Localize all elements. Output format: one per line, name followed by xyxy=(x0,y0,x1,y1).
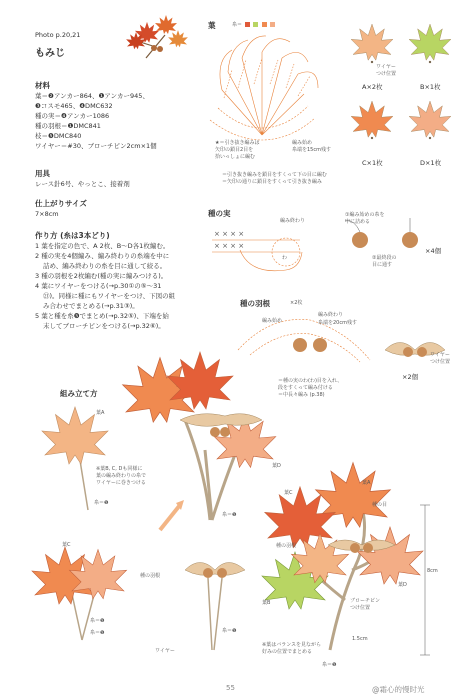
label-leaf-a-final: 葉A xyxy=(362,480,371,486)
method-step: ㉑)。同様に種にもワイヤーをつけ、下図の組 xyxy=(43,292,176,300)
pin-note xyxy=(350,598,380,612)
method-step: 末してブローチピンをつける(→p.32⑥)。 xyxy=(43,322,165,330)
variant-count: ×1枚 xyxy=(425,159,442,167)
label-leaf-a: 葉A xyxy=(96,410,105,416)
tools-text: レース針6号、やっとこ、接着剤 xyxy=(35,180,130,188)
leaf-note: ★＝引き抜き編みは xyxy=(215,140,260,146)
materials-line: 葉＝❷アンカー864、❶アンカー945、 xyxy=(35,92,149,100)
photo-ref xyxy=(35,30,80,40)
wing-end: 編み終わり xyxy=(318,312,344,318)
label-leaf-c: 葉C xyxy=(62,542,71,548)
thread-ref: 糸＝❺ xyxy=(222,628,237,634)
tools-heading: 用具 xyxy=(35,169,50,178)
wing-count: ×2枚 xyxy=(290,300,303,306)
leaf-wire-note xyxy=(376,64,396,78)
leaf-thread-ref xyxy=(232,22,276,29)
seed-chart-diagram xyxy=(212,230,302,271)
color-swatch xyxy=(270,22,275,27)
variant-count: ×2枚 xyxy=(366,83,383,91)
method-step: 2 種の実を4個編み、編み終わりの糸端を中に xyxy=(35,252,170,260)
finished-heading: 仕上がりサイズ xyxy=(35,199,87,208)
pin-label: ブローチピン xyxy=(350,598,381,604)
assembly-note2 xyxy=(262,642,321,656)
color-swatch xyxy=(253,22,258,27)
materials-line: 枝＝❺DMC840 xyxy=(35,132,82,140)
wire-pos: つけ位置 xyxy=(430,359,451,365)
leaf-start-label: 編み始め xyxy=(292,140,313,146)
tools-block xyxy=(35,168,130,189)
thread-ref: 糸＝❺ xyxy=(322,662,337,668)
method-step: 4 葉にワイヤーをつける(→p.30①の⑤〜31 xyxy=(35,282,162,290)
materials-block xyxy=(35,80,157,151)
variant-label-b xyxy=(420,82,441,92)
seed-end-label: 編み終わり xyxy=(280,218,306,224)
legend-item: ＝矢印の通りに鎖目をすくって引き抜き編み xyxy=(222,179,322,185)
variant-name: B xyxy=(420,83,425,91)
assembly-note: ※葉B, C, Dも同様に xyxy=(96,466,143,472)
wing-count2: ×2個 xyxy=(402,373,419,381)
method-heading: 作り方 (糸は3本どり) xyxy=(35,231,110,240)
variant-name: C xyxy=(362,159,367,167)
photo-label: Photo xyxy=(35,31,54,39)
materials-line: 種の羽根＝❶DMC841 xyxy=(35,122,101,130)
assembly-note: ※葉はバランスを見ながら xyxy=(262,642,322,648)
svg-text:× × × ×: × × × × xyxy=(214,242,245,250)
wire-label: ワイヤー xyxy=(430,352,450,358)
label-wire: ワイヤー xyxy=(155,648,175,654)
label-seed-eye: 種の目 xyxy=(372,502,388,508)
label-leaf-d: 葉D xyxy=(272,463,281,469)
page-number: 55 xyxy=(226,684,235,692)
watermark: @霜心的慢时光 xyxy=(372,685,425,694)
variant-name: D xyxy=(420,159,426,167)
variant-count: ×1枚 xyxy=(366,159,383,167)
assembly-note: 葉の編み終わりの糸で xyxy=(96,473,147,479)
variant-count: ×1枚 xyxy=(424,83,441,91)
pin-pos: つけ位置 xyxy=(350,605,371,611)
leaf-section-title: 葉 xyxy=(208,21,216,30)
svg-text:× × × ×: × × × × xyxy=(214,230,245,238)
photo-pages: p.20,21 xyxy=(55,31,81,39)
wing-note: ＝種の実のわ(わ)目を入れ、 xyxy=(278,378,343,384)
wing-note: 段をすくって編み付ける xyxy=(278,385,333,391)
assembly-note1 xyxy=(96,466,146,487)
thread-ref: 糸＝❺ xyxy=(94,500,109,506)
method-block xyxy=(35,230,175,331)
length-label: 8cm xyxy=(427,568,438,574)
leaf-legend xyxy=(222,172,327,186)
variant-label-d xyxy=(420,158,441,168)
assembly-note: ワイヤーに巻きつける xyxy=(96,480,146,486)
materials-line: ワイヤー＝#30、ブローチピン2cm×1個 xyxy=(35,142,157,150)
materials-line: 種の実＝❹アンカー1086 xyxy=(35,112,110,120)
seed-note: ①編み始めの糸を xyxy=(345,212,385,218)
leaf-notes xyxy=(215,140,259,161)
wire-label: ワイヤー xyxy=(376,64,396,70)
assembly-step2 xyxy=(32,547,127,640)
label-leaf-c-final: 葉C xyxy=(284,490,293,496)
assembly-title: 組み立て方 xyxy=(60,389,98,398)
seed-note: 中に詰める xyxy=(345,219,371,225)
label-leaf-d-final: 葉D xyxy=(398,582,407,588)
seed-note: ②最終段の xyxy=(372,255,397,261)
variant-label-a xyxy=(362,82,383,92)
method-step: 1 葉を指定の色で、A 2枚、B〜D各1枚編む。 xyxy=(35,242,170,250)
thread-ref: 糸＝❺ xyxy=(90,618,105,624)
variant-name: A xyxy=(362,83,367,91)
assembly-step4 xyxy=(185,563,245,651)
legend-item: ＝引き抜き編みを鎖目をすくって下の目に編む xyxy=(222,172,327,178)
leaf-thread-label: 糸＝ xyxy=(232,22,243,28)
leaf-start-notes xyxy=(292,140,331,154)
assembly-arrow xyxy=(160,500,184,530)
label-seed-final: 種の羽根 xyxy=(276,543,297,549)
wing-section-title: 種の羽根 xyxy=(240,299,270,308)
wing-start: 編み始め xyxy=(262,318,283,324)
assembly-note: 好みの位置でまとめる xyxy=(262,649,313,655)
leaf-chart-diagram xyxy=(210,36,318,140)
seed-note: 目に通す xyxy=(372,262,393,268)
length-label-2: 1.5cm xyxy=(352,636,368,642)
thread-ref: 糸＝❺ xyxy=(90,630,105,636)
leaf-thread-tail: 糸端を15cm残す xyxy=(292,147,331,153)
method-step: 詰め、編み終わりの糸を目に通して絞る。 xyxy=(43,262,167,270)
photo-maple-image xyxy=(126,15,188,58)
seed-notes xyxy=(345,212,384,226)
color-swatch xyxy=(245,22,250,27)
assembly-step1 xyxy=(42,407,108,510)
label-leaf-b: 葉B xyxy=(262,600,271,606)
wire-pos: つけ位置 xyxy=(376,71,397,77)
finished-text: 7×8cm xyxy=(35,210,59,218)
seed-ring-label: わ xyxy=(282,255,288,261)
seed-notes-2 xyxy=(372,255,396,269)
seed-count: ×4個 xyxy=(425,247,442,255)
materials-line: ❸コスモ465、❹DMC632 xyxy=(35,102,113,110)
page-title: もみじ xyxy=(35,48,65,59)
wing-notes xyxy=(278,378,342,399)
method-step: 5 葉と種を糸❺でまとめ(→p.32⑤)、下端を始 xyxy=(35,312,169,320)
color-swatch xyxy=(262,22,267,27)
variant-label-c xyxy=(362,158,383,168)
leaf-note: 矢印の鎖目2目を xyxy=(215,147,254,153)
wing-note: ＝中長々編み (p.38) xyxy=(278,392,325,398)
method-step: 3 種の羽根を2枚編む(種の実に編みつける)。 xyxy=(35,272,168,280)
wing-wire-note xyxy=(430,352,450,366)
wing-thread-tail: 糸端を20cm残す xyxy=(318,320,357,326)
label-seed-wing: 種の羽根 xyxy=(140,573,161,579)
leaf-note: 拾いっしょに編む xyxy=(215,154,256,160)
materials-heading: 材料 xyxy=(35,81,50,90)
assembly-step3 xyxy=(123,352,276,520)
thread-ref: 糸＝❺ xyxy=(222,512,237,518)
seed-section-title: 種の実 xyxy=(208,209,231,218)
method-step: み合わせでまとめる(→p.31③)。 xyxy=(43,302,139,310)
finished-size-block xyxy=(35,198,87,219)
